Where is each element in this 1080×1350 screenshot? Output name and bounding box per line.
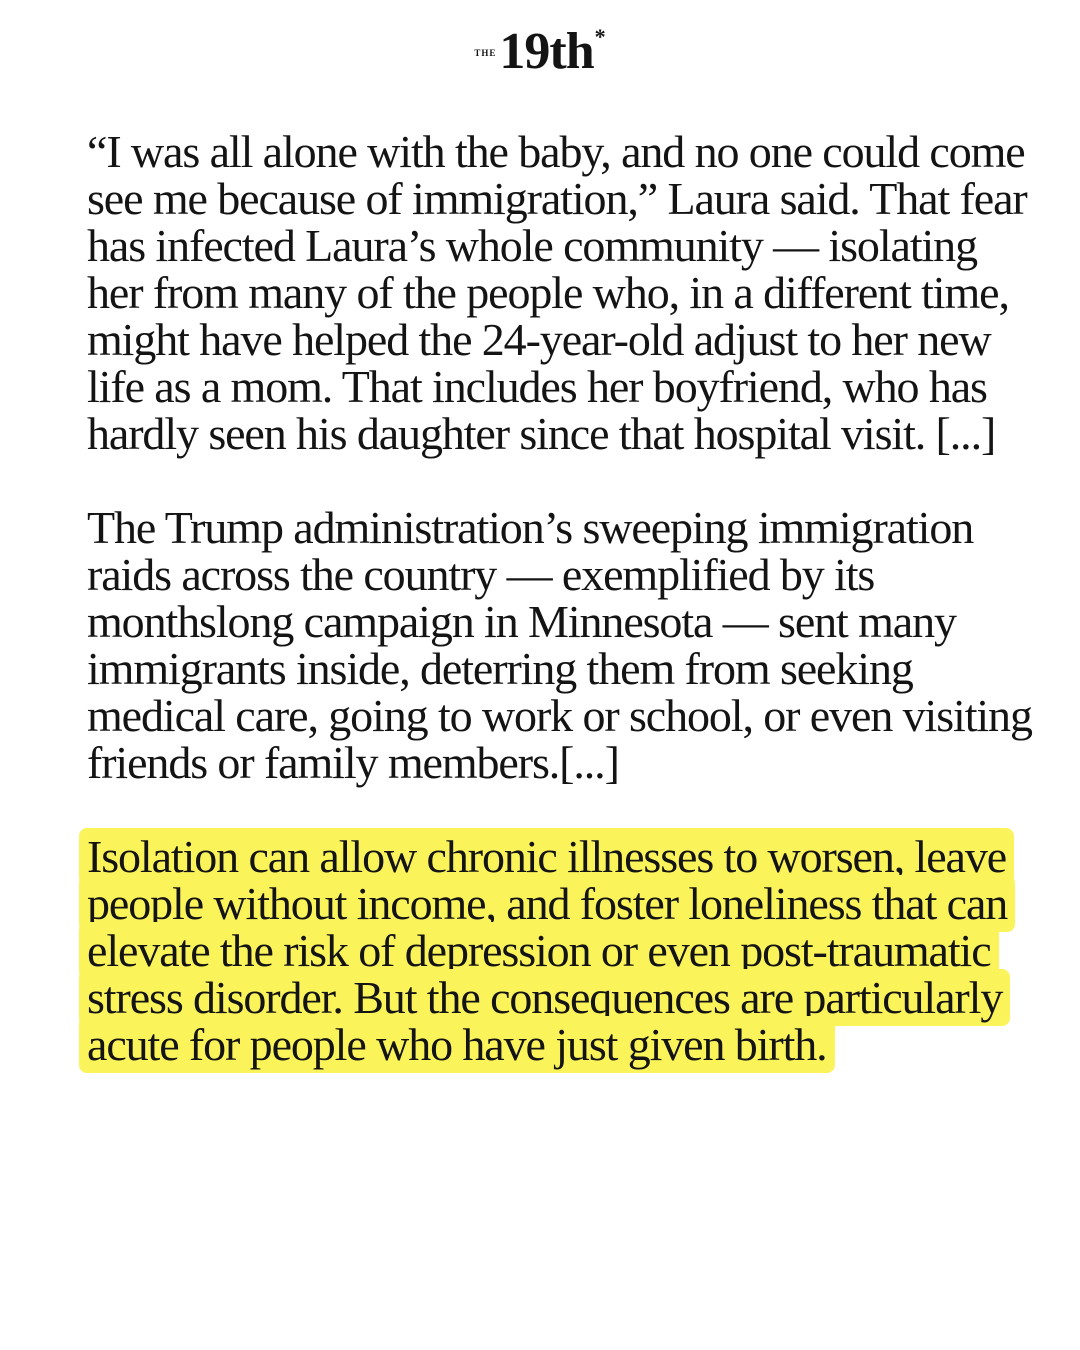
logo-prefix: THE — [474, 48, 497, 58]
paragraph-raids: The Trump administration’s sweeping immigration raids across the country — exemplified by its monthslong campaign in Minnesota — sent many immigrants inside, deterring them from seeking medical care, going to work or school, or even visiting friends or family members.[...] — [87, 502, 1032, 788]
highlighted-text: Isolation can allow chronic illnesses to worsen, leave people without income, and foster loneliness that can elevate the risk of depression or even post-traumatic stress disorder. But the consequences are particularly acute for people who have just given birth. — [79, 831, 1015, 1070]
logo-name: 19th — [499, 23, 594, 80]
paragraph-highlighted — [87, 833, 1032, 1068]
logo-the-19th — [0, 22, 1080, 81]
logo-asterisk: * — [594, 24, 606, 49]
paragraph-quote: “I was all alone with the baby, and no one could come see me because of immigration,” Laura said. That fear has infected Laura’s whole community — isolating her from many of the people who, in a different time, might have helped the 24-year-old adjust to her new life as a mom. That includes her boyfriend, who has hardly seen his daughter since that hospital visit. [...] — [87, 126, 1027, 459]
article-excerpt — [87, 128, 1032, 1115]
